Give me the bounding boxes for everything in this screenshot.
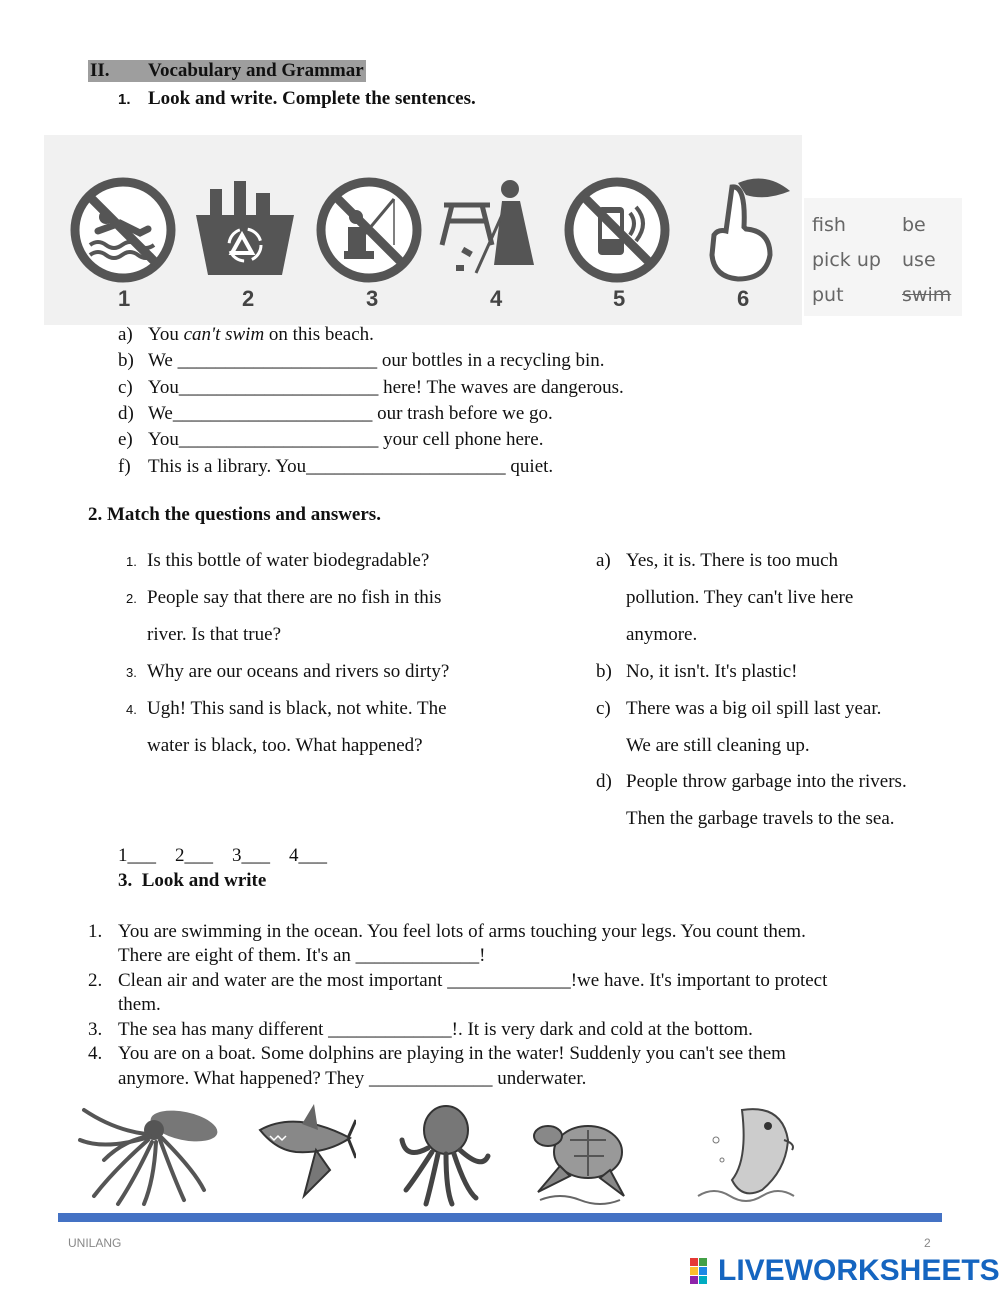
footer-divider: [58, 1213, 942, 1222]
word-bank-item: be: [902, 214, 926, 236]
question-3: [126, 661, 449, 683]
exercise-1-title: Look and write. Complete the sentences.: [148, 88, 476, 109]
example-answer: can't swim: [183, 324, 265, 345]
ex3-item-1[interactable]: [88, 919, 806, 945]
word-bank-item: use: [902, 249, 936, 271]
answer-label: b): [596, 661, 612, 682]
ex3-item-4[interactable]: [88, 1041, 786, 1067]
answer-c: [596, 698, 881, 720]
question-number: 4.: [126, 702, 137, 717]
page-number: 2: [924, 1236, 931, 1250]
question-4-line-2: water is black, too. What happened?: [147, 735, 423, 756]
answer-d-line-2: Then the garbage travels to the sea.: [626, 808, 895, 829]
ex3-item-4-line-2[interactable]: anymore. What happened? They _____________ underwater.: [118, 1068, 587, 1089]
item-number: 3.: [88, 1019, 103, 1040]
liveworksheets-logo-icon: [690, 1258, 718, 1284]
sentence-post: on this beach.: [264, 324, 374, 345]
picture-number-1: 1: [118, 286, 131, 311]
liveworksheets-brand[interactable]: LIVEWORKSHEETS: [718, 1254, 1000, 1287]
question-text: Ugh! This sand is black, not white. The: [147, 698, 447, 719]
picture-number-4: 4: [490, 286, 503, 311]
dolphin-image: [692, 1100, 802, 1208]
sentence-text[interactable]: We _____________________ our bottles in a recycling bin.: [148, 350, 605, 371]
item-text[interactable]: The sea has many different _____________!. It is very dark and cold at the bottom.: [118, 1019, 753, 1040]
answer-label: c): [596, 698, 611, 719]
question-2-line-2: river. Is that true?: [147, 624, 282, 645]
picture-number-3: 3: [366, 286, 379, 311]
sentence-a: [118, 322, 374, 348]
sentence-label: a): [118, 324, 133, 345]
pick-up-trash-icon: [438, 175, 548, 285]
section-title: Vocabulary and Grammar: [148, 60, 364, 81]
no-phone-icon: [562, 175, 672, 285]
answer-label: a): [596, 550, 611, 571]
sentence-label: b): [118, 350, 134, 371]
squid-image: [74, 1100, 224, 1208]
question-1: [126, 550, 429, 572]
exercise-1-heading: [118, 88, 476, 110]
answer-text: People throw garbage into the rivers.: [626, 771, 907, 792]
no-swimming-icon: [68, 175, 178, 285]
question-2: [126, 587, 441, 609]
answer-d: [596, 771, 907, 793]
question-number: 3.: [126, 665, 137, 680]
sea-turtle-image: [530, 1100, 630, 1208]
item-number: 2.: [88, 970, 103, 991]
sentence-e[interactable]: [118, 427, 543, 453]
footer-publisher: UNILANG: [68, 1236, 122, 1250]
word-bank-item: put: [812, 284, 844, 306]
sentence-b[interactable]: [118, 348, 605, 374]
be-quiet-icon: [686, 175, 796, 285]
answer-text: There was a big oil spill last year.: [626, 698, 882, 719]
ex3-item-2-line-2: them.: [118, 994, 161, 1015]
match-answer-blanks[interactable]: 1___ 2___ 3___ 4___: [118, 845, 327, 866]
question-text: People say that there are no fish in this: [147, 587, 442, 608]
exercise-3-title: 3. Look and write: [118, 870, 267, 891]
answer-b: [596, 661, 798, 683]
question-number: 2.: [126, 591, 137, 606]
answer-text: Yes, it is. There is too much: [626, 550, 838, 571]
sentence-text[interactable]: We_____________________ our trash before we go.: [148, 403, 553, 424]
answer-text: No, it isn't. It's plastic!: [626, 661, 798, 682]
section-number: II.: [90, 60, 110, 81]
octopus-image: [396, 1100, 492, 1208]
answer-a: [596, 550, 838, 572]
question-text: Why are our oceans and rivers so dirty?: [147, 661, 450, 682]
question-number: 1.: [126, 554, 137, 569]
item-text[interactable]: Clean air and water are the most important _____________!we have. It's important to protect: [118, 970, 828, 991]
word-bank-item: pick up: [812, 249, 881, 271]
question-4: [126, 698, 447, 720]
sentence-d[interactable]: [118, 401, 553, 427]
sentence-label: e): [118, 429, 133, 450]
question-text: Is this bottle of water biodegradable?: [147, 550, 430, 571]
item-text: You are on a boat. Some dolphins are playing in the water! Suddenly you can't see them: [118, 1043, 786, 1064]
no-fishing-icon: [314, 175, 424, 285]
item-text: You are swimming in the ocean. You feel lots of arms touching your legs. You count them.: [118, 921, 806, 942]
picture-number-6: 6: [737, 286, 750, 311]
answer-label: d): [596, 771, 612, 792]
item-number: 1.: [88, 921, 103, 942]
section-heading: [88, 60, 366, 82]
word-bank-item-used: swim: [902, 284, 952, 306]
recycling-bin-icon: [190, 175, 300, 285]
sentence-label: c): [118, 377, 133, 398]
ex3-item-2[interactable]: [88, 968, 827, 994]
sentence-c[interactable]: [118, 375, 624, 401]
sentence-text[interactable]: You_____________________ your cell phone here.: [148, 429, 544, 450]
picture-number-5: 5: [613, 286, 626, 311]
exercise-1-number: 1.: [118, 91, 131, 108]
sentence-text[interactable]: This is a library. You_____________________ quiet.: [148, 456, 554, 477]
ex3-item-1-line-2[interactable]: There are eight of them. It's an _____________!: [118, 945, 486, 966]
sentence-text[interactable]: You_____________________ here! The waves are dangerous.: [148, 377, 624, 398]
word-bank-item: fish: [812, 214, 846, 236]
sentence-label: d): [118, 403, 134, 424]
picture-number-2: 2: [242, 286, 255, 311]
answer-a-line-3: anymore.: [626, 624, 698, 645]
item-number: 4.: [88, 1043, 103, 1064]
answer-a-line-2: pollution. They can't live here: [626, 587, 854, 608]
sentence-label: f): [118, 456, 131, 477]
sentence-f[interactable]: [118, 454, 553, 480]
shark-image: [256, 1100, 356, 1208]
exercise-2-title: 2. Match the questions and answers.: [88, 504, 381, 525]
ex3-item-3[interactable]: [88, 1017, 753, 1043]
answer-c-line-2: We are still cleaning up.: [626, 735, 810, 756]
sentence-pre: You: [148, 324, 184, 345]
